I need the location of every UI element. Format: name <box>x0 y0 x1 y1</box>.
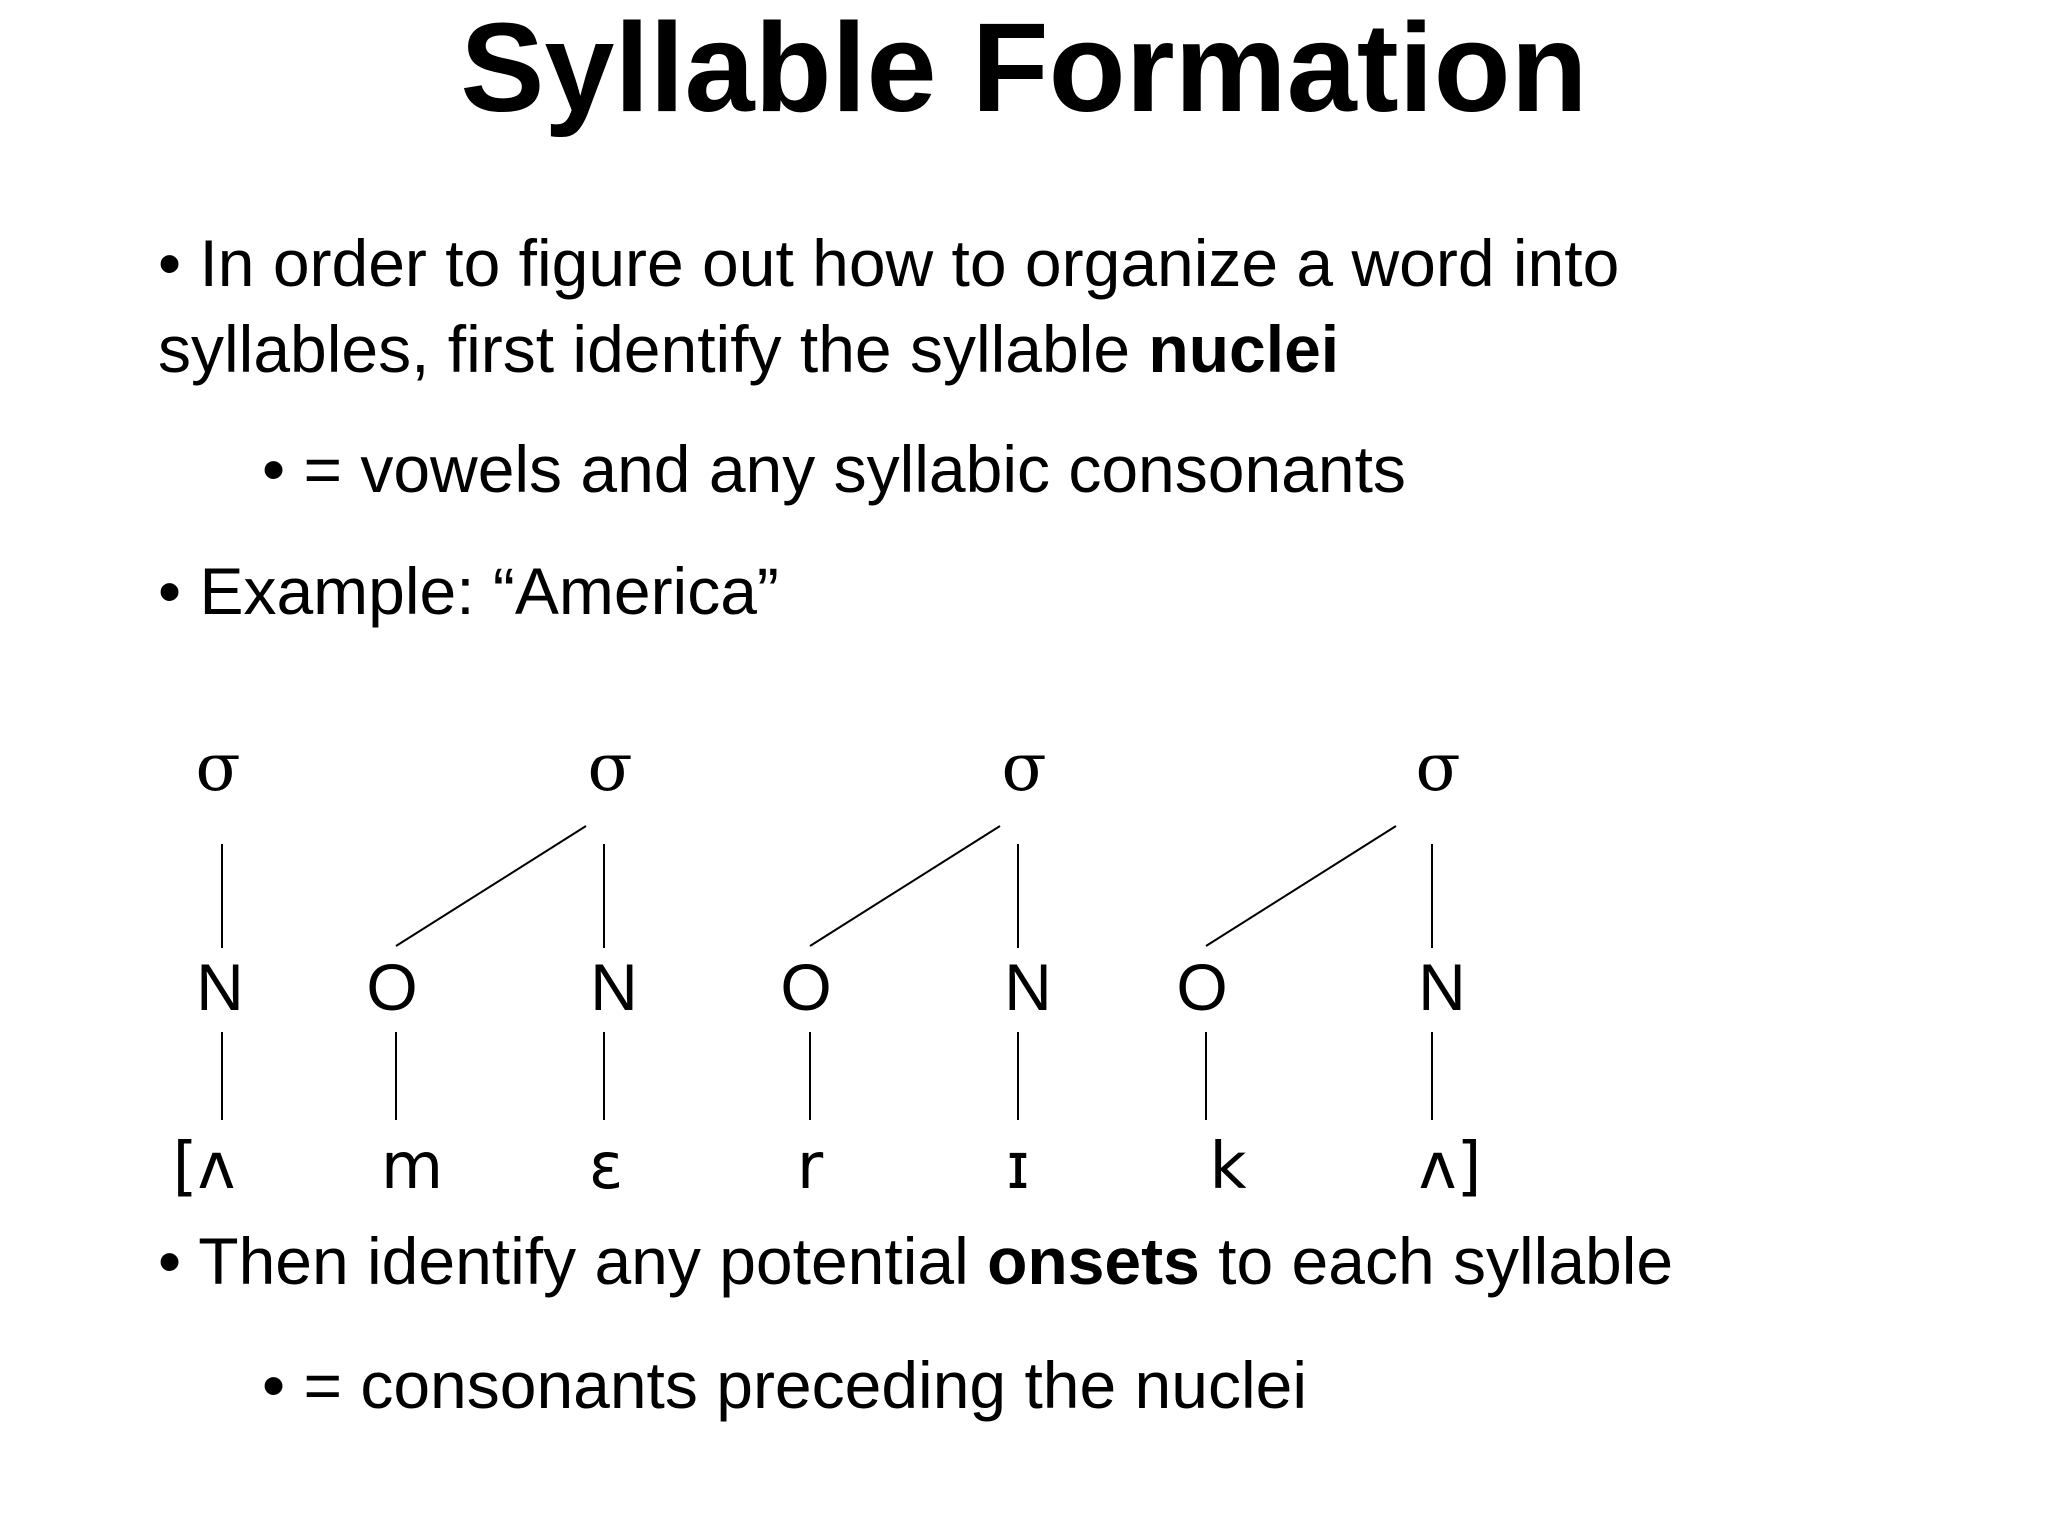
segment-3: ɛ <box>588 1130 624 1204</box>
segment-5: ɪ <box>1006 1130 1030 1204</box>
branch-syllable4-onset <box>1206 826 1396 946</box>
bullet-example: • Example: “America” <box>158 554 779 628</box>
syllable-node-1: σ <box>195 729 241 806</box>
constituent-onset-1: O <box>366 950 418 1024</box>
syllable-node-4: σ <box>1415 729 1461 806</box>
bullet-identify-onsets-suffix: to each syllable <box>1199 1224 1674 1298</box>
constituent-onset-2: O <box>780 950 832 1024</box>
sub-bullet-onsets-definition: • = consonants preceding the nuclei <box>262 1348 1307 1422</box>
bullet-identify-onsets <box>158 1218 1673 1304</box>
syllable-node-2: σ <box>587 729 633 806</box>
branch-syllable3-onset <box>810 826 1000 946</box>
bullet-identify-nuclei-text: syllables, first identify the syllable <box>158 312 1149 386</box>
constituent-nucleus-1: N <box>196 950 244 1024</box>
segment-4: r <box>796 1130 824 1204</box>
constituent-onset-3: O <box>1176 950 1228 1024</box>
slide-title: Syllable Formation <box>460 0 1588 138</box>
sub-bullet-nuclei-definition: • = vowels and any syllabic consonants <box>262 432 1406 506</box>
syllable-node-3: σ <box>1001 729 1047 806</box>
bullet-identify-nuclei-line1: • In order to figure out how to organize a word into <box>158 226 1620 300</box>
constituent-nucleus-3: N <box>1004 950 1052 1024</box>
term-nuclei: nuclei <box>1148 312 1340 386</box>
branch-syllable2-onset <box>396 826 586 946</box>
segment-1: [ʌ <box>172 1130 236 1204</box>
bullet-identify-onsets-prefix: • Then identify any potential <box>158 1224 988 1298</box>
segment-7: ʌ] <box>1418 1130 1482 1204</box>
constituent-nucleus-2: N <box>590 950 638 1024</box>
term-onsets: onsets <box>987 1224 1200 1298</box>
constituent-nucleus-4: N <box>1418 950 1466 1024</box>
segment-2: m <box>380 1130 444 1204</box>
segment-6: k <box>1209 1130 1247 1204</box>
